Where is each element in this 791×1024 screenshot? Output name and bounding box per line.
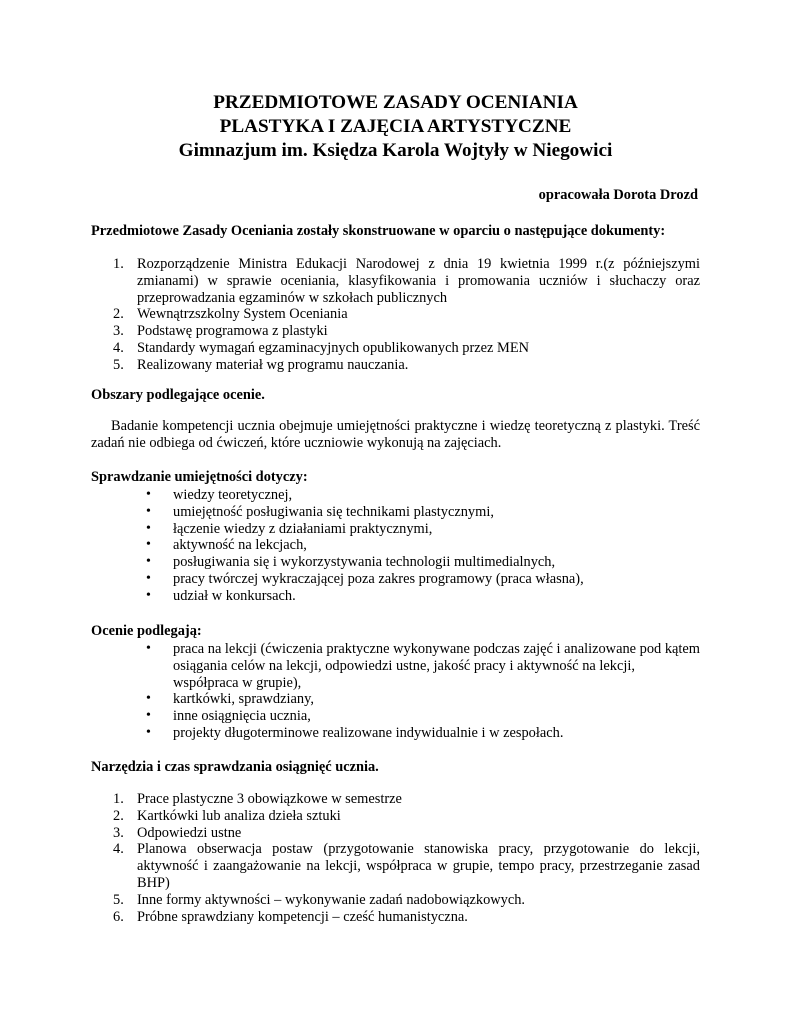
tools-list bbox=[100, 791, 700, 925]
bullet-icon: • bbox=[146, 503, 151, 519]
list-item bbox=[136, 691, 700, 708]
list-item bbox=[100, 808, 700, 825]
list-number: 2. bbox=[113, 807, 124, 824]
list-number: 5. bbox=[113, 891, 124, 908]
title-line-2: PLASTYKA I ZAJĘCIA ARTYSTYCZNE bbox=[219, 116, 572, 137]
list-text: kartkówki, sprawdziany, bbox=[173, 691, 314, 708]
list-number: 4. bbox=[113, 339, 124, 356]
list-text: posługiwania się i wykorzystywania technologii multimedialnych, bbox=[173, 554, 556, 571]
documents-heading: Przedmiotowe Zasady Oceniania zostały skonstruowane w oparciu o następujące dokumenty: bbox=[91, 223, 666, 239]
areas-heading: Obszary podlegające ocenie. bbox=[91, 387, 265, 403]
bullet-icon: • bbox=[146, 724, 151, 740]
bullet-icon: • bbox=[146, 587, 151, 603]
list-text: Standardy wymagań egzaminacyjnych opublikowanych przez MEN bbox=[137, 339, 530, 356]
list-text: pracy twórczej wykraczającej poza zakres programowy (praca własna), bbox=[173, 570, 584, 587]
list-number: 6. bbox=[113, 908, 124, 925]
list-text: udział w konkursach. bbox=[173, 587, 296, 604]
list-item bbox=[136, 554, 700, 571]
list-item bbox=[136, 725, 700, 742]
list-text: Realizowany materiał wg programu nauczania. bbox=[137, 356, 409, 373]
bullet-icon: • bbox=[146, 708, 151, 724]
areas-paragraph: Badanie kompetencji ucznia obejmuje umiejętności praktyczne i wiedzę teoretyczną z plastyki. Treść zadań nie odbiega od ćwiczeń, które uczniowie wykonują na zajęciach. bbox=[91, 418, 700, 451]
list-number: 1. bbox=[113, 791, 124, 807]
list-item bbox=[136, 641, 700, 691]
list-text: Kartkówki lub analiza dzieła sztuki bbox=[137, 807, 341, 824]
list-item bbox=[136, 571, 700, 588]
list-text: Inne formy aktywności – wykonywanie zadań nadobowiązkowych. bbox=[137, 891, 526, 908]
list-item bbox=[136, 504, 700, 521]
list-number: 3. bbox=[113, 824, 124, 841]
list-item bbox=[100, 306, 700, 323]
list-item bbox=[136, 708, 700, 725]
list-text: łączenie wiedzy z działaniami praktycznymi, bbox=[173, 520, 433, 537]
list-text: Planowa obserwacja postaw (przygotowanie stanowiska pracy, przygotowanie do lekcji, aktywność i zaangażowanie na lekcji, współpraca w grupie, tempo pracy, przestrzeganie zasad BHP) bbox=[137, 841, 700, 891]
assessed-heading: Ocenie podlegają: bbox=[91, 623, 202, 639]
bullet-icon: • bbox=[146, 570, 151, 586]
list-text: Rozporządzenie Ministra Edukacji Narodowej z dnia 19 kwietnia 1999 r.(z późniejszymi zmianami) w sprawie oceniania, klasyfikowania i promowania uczniów i słuchaczy oraz przeprowadzania egzaminów w szkołach publicznych bbox=[137, 256, 700, 306]
list-text: aktywność na lekcjach, bbox=[173, 537, 307, 554]
bullet-icon: • bbox=[146, 641, 151, 656]
list-text: Próbne sprawdziany kompetencji – cześć humanistyczna. bbox=[137, 908, 468, 925]
bullet-icon: • bbox=[146, 691, 151, 707]
list-item bbox=[100, 323, 700, 340]
list-number: 5. bbox=[113, 356, 124, 373]
tools-heading: Narzędzia i czas sprawdzania osiągnięć ucznia. bbox=[91, 759, 379, 775]
list-item bbox=[136, 521, 700, 538]
documents-list bbox=[100, 256, 700, 374]
list-text: umiejętność posługiwania się technikami plastycznymi, bbox=[173, 503, 494, 520]
list-item bbox=[100, 340, 700, 357]
list-item bbox=[100, 256, 700, 306]
list-text: Podstawę programowa z plastyki bbox=[137, 323, 328, 340]
list-text: Odpowiedzi ustne bbox=[137, 824, 242, 841]
bullet-icon: • bbox=[146, 487, 151, 502]
list-item bbox=[136, 588, 700, 605]
bullet-icon: • bbox=[146, 520, 151, 536]
list-number: 3. bbox=[113, 323, 124, 340]
list-text: praca na lekcji (ćwiczenia praktyczne wykonywane podczas zajęć i analizowane pod kątem osiągania celów na lekcji, odpowiedzi ustne, jakość pracy i aktywność na lekcji, współpraca w grupie), bbox=[173, 641, 700, 691]
list-item bbox=[100, 909, 700, 926]
list-item bbox=[100, 892, 700, 909]
skills-heading: Sprawdzanie umiejętności dotyczy: bbox=[91, 469, 308, 485]
list-text: projekty długoterminowe realizowane indywidualnie i w zespołach. bbox=[173, 724, 564, 741]
list-text: inne osiągnięcia ucznia, bbox=[173, 708, 311, 725]
skills-list bbox=[136, 487, 700, 605]
list-number: 1. bbox=[113, 256, 124, 272]
title-line-1: PRZEDMIOTOWE ZASADY OCENIANIA bbox=[213, 92, 578, 113]
list-item bbox=[100, 357, 700, 374]
list-number: 2. bbox=[113, 306, 124, 323]
author-line: opracowała Dorota Drozd bbox=[538, 187, 698, 203]
list-number: 4. bbox=[113, 841, 124, 858]
list-item bbox=[136, 487, 700, 504]
list-item bbox=[136, 537, 700, 554]
list-item bbox=[100, 841, 700, 891]
list-text: wiedzy teoretycznej, bbox=[173, 487, 293, 503]
list-item bbox=[100, 791, 700, 808]
title-line-3: Gimnazjum im. Księdza Karola Wojtyły w Niegowici bbox=[178, 140, 613, 161]
assessed-list bbox=[136, 641, 700, 742]
bullet-icon: • bbox=[146, 537, 151, 553]
list-text: Wewnątrzszkolny System Oceniania bbox=[137, 306, 348, 323]
list-item bbox=[100, 825, 700, 842]
bullet-icon: • bbox=[146, 554, 151, 570]
list-text: Prace plastyczne 3 obowiązkowe w semestrze bbox=[137, 791, 402, 807]
